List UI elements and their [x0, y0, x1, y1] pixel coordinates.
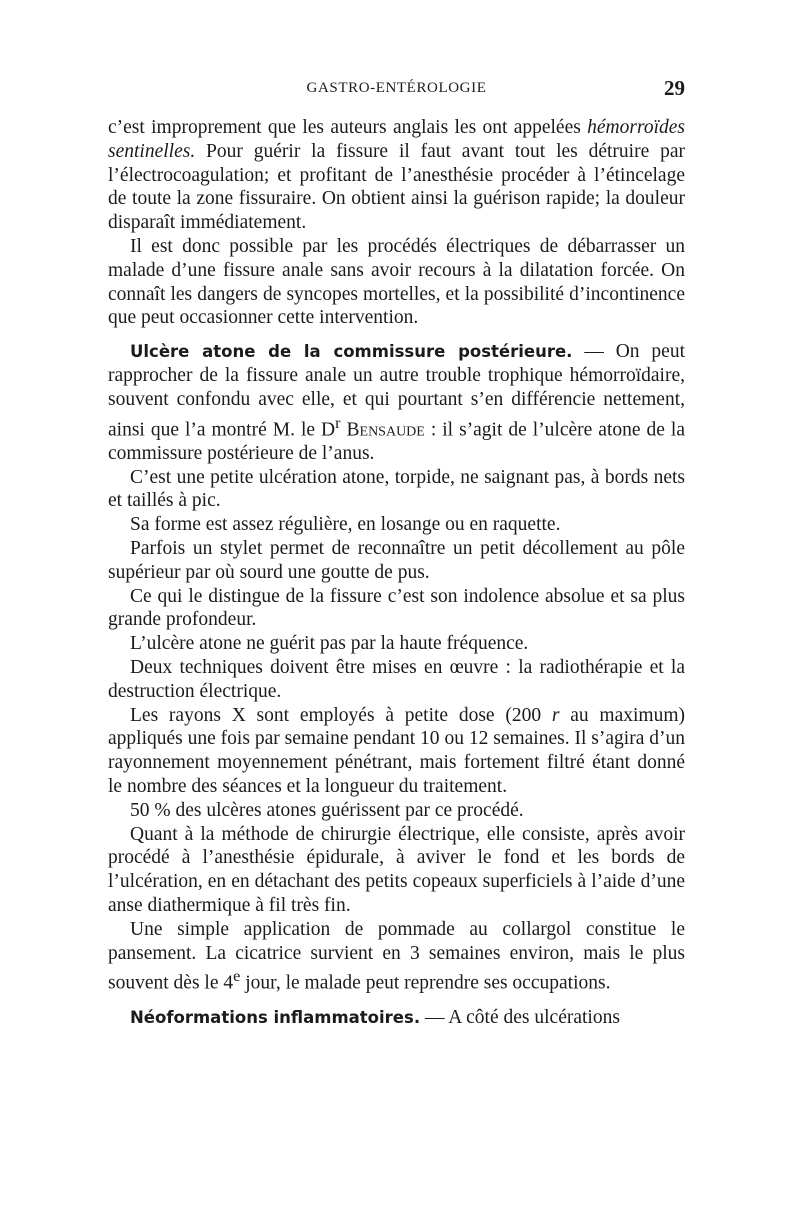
paragraph-rayons: Les rayons X sont employés à petite dose (200 r au maximum) appliqués une fois par semaine pendant 10 ou 12 semaines. Il s’agira d’un rayonnement moyennement pénétrant, mais fortement filtré étant donné le nombre des séances et la longueur du traitement. — [108, 704, 686, 798]
page-header — [108, 76, 685, 100]
section-paragraph-ulcere: Ulcère atone de la commissure postérieure. — On peut rapprocher de la fissure anale un autre trouble trophique hémorroïdaire, souvent confondu avec elle, et qui pourtant s’en différencie nettement, ainsi que l’a montré M. le $D^r$ Bensaude : il s’agit de l’ulcère atone de la commissure postérieure de l’anus. — [108, 341, 685, 464]
section-paragraph-neoformations: Néoformations inflammatoires. — A côté des ulcérations — [130, 1006, 620, 1028]
paragraph: Il est donc possible par les procédés électriques de débarrasser un malade d’une fissure anale sans avoir recours à la dilatation forcée. On connaît les dangers de syncopes mortelles, et la possibilité d’incontinence que peut occasionner cette intervention. — [108, 235, 685, 329]
author-name: Bensaude — [340, 419, 425, 441]
paragraph: L’ulcère atone ne guérit pas par la haute fréquence. — [130, 633, 529, 655]
paragraph: Quant à la méthode de chirurgie électrique, elle consiste, après avoir procédé à l’anesthésie épidurale, à aviver le fond et les bords de l’ulcération, en en détachant des petits copeaux superficiels à l’aide d’une anse diathermique à fil très fin. — [108, 823, 685, 916]
paragraph: Sa forme est assez régulière, en losange ou en raquette. — [130, 514, 561, 536]
paragraph: Ce qui le distingue de la fissure c’est son indolence absolue et sa plus grande profondeur. — [108, 585, 685, 631]
body-text — [108, 116, 685, 1029]
section-heading-ulcere: Ulcère atone de la commissure postérieure. — [130, 342, 573, 362]
paragraph-pansement: Une simple application de pommade au collargol constitue le pansement. La cicatrice survient en 3 semaines environ, mais le plus souvent dès le 4e jour, le malade peut reprendre ses occupations. — [108, 918, 685, 994]
paragraph: Deux techniques doivent être mises en œuvre : la radiothérapie et la destruction électrique. — [108, 657, 685, 702]
running-title: GASTRO-ENTÉROLOGIE — [306, 80, 487, 96]
italic-term: hémorroïdes sentinelles. — [108, 117, 685, 162]
page-number: 29 — [664, 76, 685, 100]
section-heading-neoformations: Néoformations inflammatoires. — [130, 1007, 421, 1027]
paragraph: 50 % des ulcères atones guérissent par ce procédé. — [130, 799, 524, 821]
paragraph: Parfois un stylet permet de reconnaître un petit décollement au pôle supérieur par où sourd une goutte de pus. — [108, 538, 685, 583]
paragraph: C’est une petite ulcération atone, torpide, ne saignant pas, à bords nets et taillés à pic. — [108, 466, 685, 512]
paragraph-continued: c’est improprement que les auteurs anglais les ont appelées hémorroïdes sentinelles. Pour guérir la fissure il faut avant tout les détruire par l’électrocoagulation; et profitant de l’anesthésie procéder à l’étincelage de toute la zone fissuraire. On obtient ainsi la guérison rapide; la douleur disparaît immédiatement. — [108, 117, 685, 234]
